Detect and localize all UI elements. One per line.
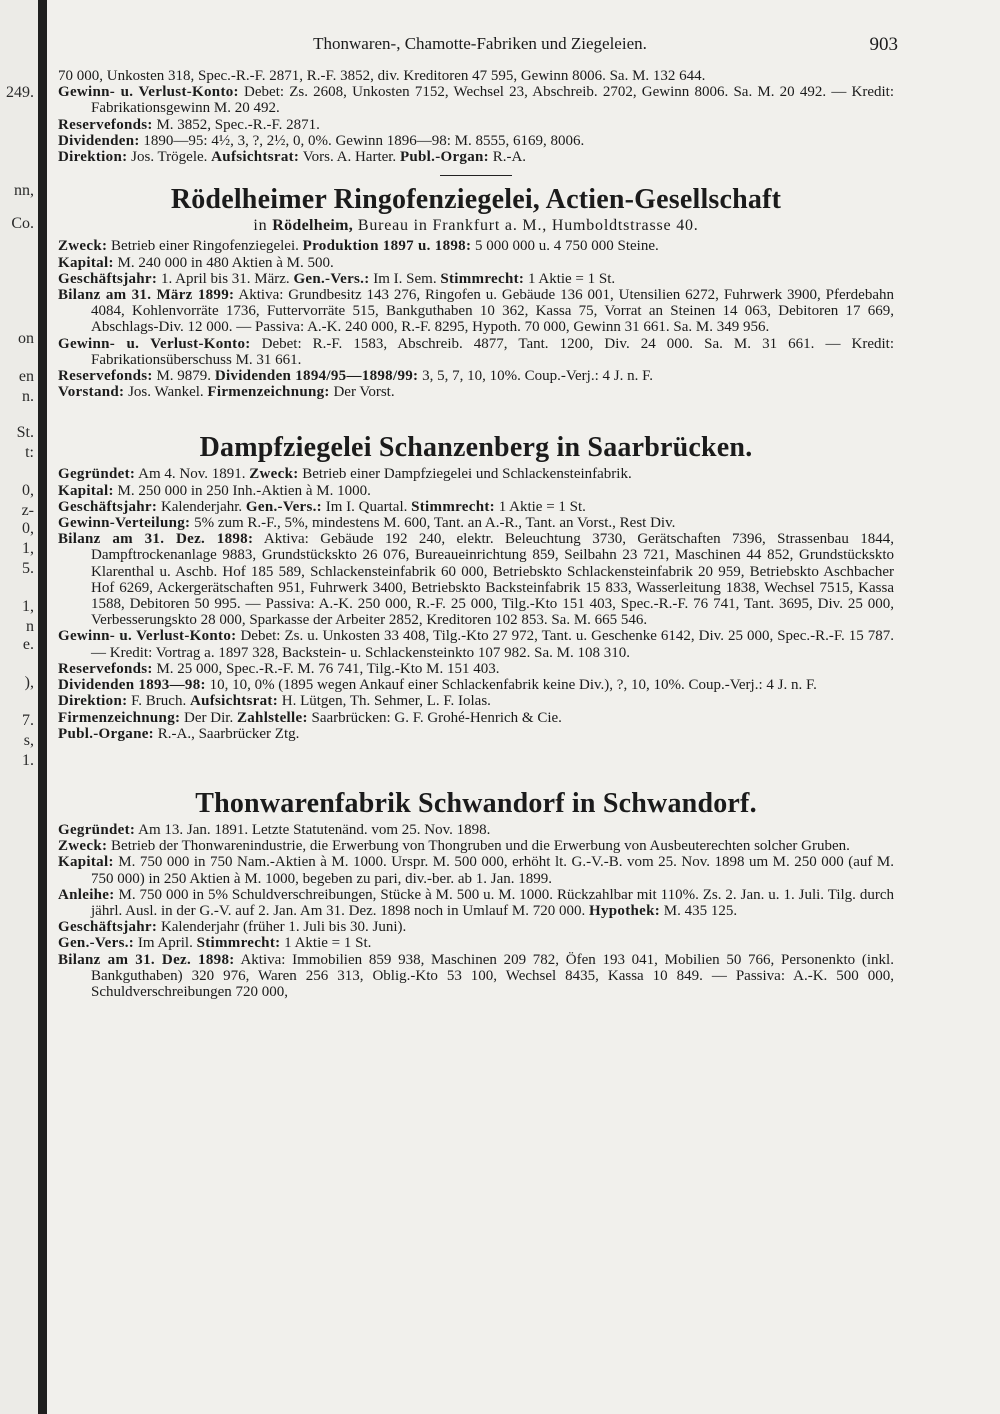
entry-text: 1890—95: 4½, 3, ?, 2½, 0, 0%. Gewinn 1896—98: M. 8555, 6169, 8006.: [143, 132, 585, 149]
balance-entry: [58, 531, 894, 628]
company-title: Rödelheimer Ringofenziegelei, Actien-Gesellschaft: [170, 184, 782, 216]
entry-text: 1 Aktie = 1 St.: [284, 935, 372, 952]
entry-text: 10, 10, 0% (1895 wegen Ankauf einer Schlackenfabrik keine Div.), ?, 10, 10%. Coup.-Verj.: 4 J. n. F.: [209, 677, 817, 694]
profit-loss-entry: [58, 84, 894, 116]
dividend-entry: [58, 677, 894, 693]
entry-text: Betrieb einer Ringofenziegelei.: [111, 238, 299, 255]
entry-label: Zweck:: [58, 238, 108, 255]
entry-label: Publ.-Organe:: [58, 725, 154, 742]
margin-fragment: nn,: [14, 182, 34, 199]
entry-text: 1 Aktie = 1 St.: [527, 270, 616, 287]
page-number: 903: [869, 34, 898, 55]
entry-text: Am 13. Jan. 1891. Letzte Statutenänd. vom 25. Nov. 1898.: [138, 821, 491, 838]
entry-text: Betrieb der Thonwarenindustrie, die Erwerbung von Thongruben und die Erwerbung von Ausbeuterechten solcher Gruben.: [111, 838, 850, 855]
reserve-entry: [58, 117, 894, 133]
entry-label: Hypothek:: [589, 902, 661, 919]
capital-entry: [58, 854, 894, 886]
meeting-entry: [58, 935, 894, 951]
running-header: Thonwaren-, Chamotte-Fabriken und Ziegeleien.: [313, 34, 647, 53]
entry-label: Produktion 1897 u. 1898:: [302, 238, 472, 255]
margin-fragment: t:: [25, 444, 34, 461]
margin-fragment: n.: [22, 388, 34, 405]
entry-label: Reservefonds:: [58, 368, 153, 385]
entry-text: Im I. Sem.: [373, 270, 437, 287]
margin-fragment: 0,: [22, 482, 34, 499]
entry-label: Gegründet:: [58, 821, 136, 838]
margin-fragment: en: [18, 368, 34, 385]
entry-label: Stimmrecht:: [411, 498, 495, 515]
margin-fragment: 0,: [22, 520, 34, 537]
signature-entry: [58, 710, 894, 726]
margin-fragment: 1.: [22, 752, 34, 769]
entry-text: M. 240 000 in 480 Aktien à M. 500.: [117, 254, 334, 271]
entry-text: F. Bruch.: [131, 693, 187, 710]
entry-label: Direktion:: [58, 149, 128, 166]
fiscal-year-entry: [58, 919, 894, 935]
margin-fragment: on: [18, 330, 34, 347]
binding-edge: [38, 0, 47, 1414]
entry-label: Direktion:: [58, 693, 128, 710]
entry-text: Debet: Zs. u. Unkosten 33 408, Tilg.-Kto 27 972, Tant. u. Geschenke 6142, Div. 25 000, Spec.-R.-F. 15 787. — Kredit: Vortrag a. 1897 328, Backstein- u. Schlackensteinkto 107 982. Sa. M. 108 310.: [91, 628, 895, 661]
entry-label: Bilanz am 31. Dez. 1898:: [58, 531, 254, 548]
entry-label: Firmenzeichnung:: [207, 384, 330, 401]
entry-label: Anleihe:: [58, 886, 115, 903]
entry-text: Saarbrücken: G. F. Grohé-Henrich & Cie.: [311, 709, 562, 726]
margin-fragment: n: [26, 618, 34, 635]
entry-text: Im April.: [137, 935, 193, 952]
left-margin-strip: [0, 0, 40, 1414]
balance-entry: [58, 952, 894, 1001]
profit-loss-entry: [58, 628, 894, 660]
balance-entry: [58, 287, 894, 336]
entry-label: Zahlstelle:: [236, 709, 308, 726]
entry-text: R.-A.: [492, 149, 527, 166]
company-title: Thonwarenfabrik Schwandorf in Schwandorf.: [195, 787, 757, 819]
founded-entry: [58, 822, 894, 838]
entry-text: M. 250 000 in 250 Inh.-Aktien à M. 1000.: [117, 482, 371, 499]
entry-text: Aktiva: Gebäude 192 240, elektr. Beleuchtung 3730, Gerätschaften 7396, Strassenbau 1844, Dampftrockenanlage 9883, Grundstückskto 26 076, Bureaueinrichtung 859, Seilbahn 23 721, Maschinen 44 852, Grundstückskto Klarenthal u. Aschb. Hof 185 589, Schlackensteinfabrik 60 000, Betriebskto Schlackensteinfabrik 20 959, Betriebskto Aschbacher Hof 6269, Ackergerätschaften 951, Fuhrwerk 3400, Betriebskto Backsteinfabrik 15 833, Wasserleitung 1838, Wechsel 7515, Kassa 1588, Debitoren 50 995. — Passiva: A.-K. 250 000, R.-F. 25 000, Tilg.-Kto 151 403, Spec.-R.-F. 76 741, Tant. 3695, Div. 25 000, Verbesserungskto 28 000, Sparkasse der Arbeiter 2852, Kreditoren 102 853. Sa. M. 665 546.: [91, 531, 894, 629]
entry-label: Gewinn-Verteilung:: [58, 515, 191, 532]
entry-text: H. Lütgen, Th. Sehmer, L. F. Iolas.: [281, 693, 491, 710]
entry-label: Kapital:: [58, 482, 114, 499]
entry-text: Debet: Zs. 2608, Unkosten 7152, Wechsel 23, Abschreib. 2702, Gewinn 8006. Sa. M. 20 492. — Kredit: Fabrikationsgewinn M. 20 492.: [91, 84, 895, 117]
section-divider: [440, 175, 512, 176]
entry-text: Der Vorst.: [333, 384, 395, 401]
entry-label: Gen.-Vers.:: [58, 935, 135, 952]
entry-label: Dividenden 1893—98:: [58, 677, 206, 694]
entry-label: Kapital:: [58, 254, 114, 271]
entry-text: Am 4. Nov. 1891.: [138, 466, 246, 483]
management-entry: [58, 693, 894, 709]
entry-text: 3, 5, 7, 10, 10%. Coup.-Verj.: 4 J. n. F.: [422, 368, 653, 385]
entry-text: R.-A., Saarbrücker Ztg.: [157, 725, 300, 742]
entry-label: Firmenzeichnung:: [58, 709, 181, 726]
margin-fragment: Co.: [11, 215, 34, 232]
entry-label: Reservefonds:: [58, 660, 153, 677]
page-body: [58, 68, 894, 1000]
founded-entry: [58, 466, 894, 482]
margin-fragment: 5.: [22, 560, 34, 577]
entry-text: M. 9879.: [156, 368, 212, 385]
entry-label: Geschäftsjahr:: [58, 919, 158, 936]
entry-label: Stimmrecht:: [196, 935, 281, 952]
margin-fragment: 249.: [6, 84, 34, 101]
entry-text: M. 750 000 in 5% Schuldverschreibungen, Stücke à M. 500 u. M. 1000. Rückzahlbar mit 110%. Zs. 2. Jan. u. 1. Juli. Tilg. durch jährl. Ausl. in der G.-V. auf 2. Jan. Am 31. Dez. 1898 noch in Umlauf M. 720 000.: [91, 886, 895, 919]
entry-text: Betrieb einer Dampfziegelei und Schlackensteinfabrik.: [302, 466, 632, 483]
capital-entry: [58, 483, 894, 499]
entry-label: Gewinn- u. Verlust-Konto:: [58, 628, 237, 645]
location-prefix: in: [253, 217, 268, 235]
margin-fragment: 1,: [22, 540, 34, 557]
entry-text: M. 3852, Spec.-R.-F. 2871.: [156, 116, 320, 133]
company-location: [58, 218, 894, 234]
entry-label: Bilanz am 31. Dez. 1898:: [58, 951, 235, 968]
entry-text: Im I. Quartal.: [325, 498, 408, 515]
entry-label: Gen.-Vers.:: [245, 498, 322, 515]
entry-label: Vorstand:: [58, 384, 125, 401]
entry-text: Vors. A. Harter.: [302, 149, 397, 166]
entry-text: 1 Aktie = 1 St.: [498, 498, 586, 515]
spacer: [58, 742, 894, 782]
reserve-dividend-entry: [58, 368, 894, 384]
purpose-entry: [58, 838, 894, 854]
loan-entry: [58, 887, 894, 919]
dividend-entry: [58, 133, 894, 149]
entry-text: 70 000, Unkosten 318, Spec.-R.-F. 2871, R.-F. 3852, div. Kreditoren 47 595, Gewinn 8006. Sa. M. 132 644.: [58, 68, 706, 84]
entry-label: Dividenden 1894/95—1898/99:: [214, 368, 419, 385]
margin-fragment: s,: [23, 732, 34, 749]
margin-fragment: 7.: [22, 712, 34, 729]
location-address: Bureau in Frankfurt a. M., Humboldtstrasse 40.: [357, 217, 699, 235]
entry-label: Reservefonds:: [58, 116, 153, 133]
margin-fragment: ),: [24, 674, 34, 691]
company-title: Dampfziegelei Schanzenberg in Saarbrücken.: [199, 432, 753, 464]
entry-text: Kalenderjahr (früher 1. Juli bis 30. Juni).: [160, 919, 407, 936]
continued-entry: [58, 68, 894, 84]
entry-text: Jos. Trögele.: [131, 149, 208, 166]
entry-label: Aufsichtsrat:: [211, 149, 300, 166]
entry-label: Geschäftsjahr:: [58, 498, 158, 515]
entry-label: Stimmrecht:: [440, 270, 525, 287]
entry-text: 5% zum R.-F., 5%, mindestens M. 600, Tant. an A.-R., Tant. an Vorst., Rest Div.: [194, 515, 676, 532]
margin-fragment: e.: [22, 636, 34, 653]
entry-label: Gen.-Vers.:: [293, 270, 370, 287]
margin-fragment: z-: [21, 502, 34, 519]
location-place: Rödelheim,: [272, 217, 354, 235]
entry-label: Gegründet:: [58, 466, 136, 483]
fiscal-year-entry: [58, 499, 894, 515]
entry-label: Dividenden:: [58, 132, 140, 149]
entry-label: Gewinn- u. Verlust-Konto:: [58, 84, 239, 101]
entry-text: 5 000 000 u. 4 750 000 Steine.: [475, 238, 659, 255]
fiscal-year-entry: [58, 271, 894, 287]
publication-entry: [58, 726, 894, 742]
entry-text: Debet: R.-F. 1583, Abschreib. 4877, Tant. 1200, Div. 24 000. Sa. M. 31 661. — Kredit: Fabrikationsüberschuss M. 31 661.: [91, 335, 895, 368]
board-entry: [58, 384, 894, 400]
management-entry: [58, 149, 894, 165]
entry-text: M. 750 000 in 750 Nam.-Aktien à M. 1000. Urspr. M. 500 000, erhöht lt. G.-V.-B. vom 25. Nov. 1898 um M. 250 000 (auf M. 750 000) in 250 Aktien à M. 1000, begeben zu pari, div.-ber. ab 1. Jan. 1899.: [91, 854, 895, 887]
reserve-entry: [58, 661, 894, 677]
entry-text: Kalenderjahr.: [160, 498, 243, 515]
entry-label: Aufsichtsrat:: [189, 693, 279, 710]
entry-text: Jos. Wankel.: [128, 384, 204, 401]
profit-loss-entry: [58, 336, 894, 368]
capital-entry: [58, 255, 894, 271]
entry-label: Publ.-Organ:: [399, 149, 489, 166]
purpose-entry: [58, 238, 894, 254]
entry-text: M. 25 000, Spec.-R.-F. M. 76 741, Tilg.-Kto M. 151 403.: [156, 660, 500, 677]
entry-text: Der Dir.: [184, 709, 234, 726]
entry-label: Zweck:: [249, 466, 299, 483]
profit-distribution-entry: [58, 515, 894, 531]
entry-text: M. 435 125.: [663, 902, 738, 919]
spacer: [58, 400, 894, 426]
entry-label: Zweck:: [58, 838, 108, 855]
entry-label: Geschäftsjahr:: [58, 270, 158, 287]
margin-fragment: 1,: [22, 598, 34, 615]
entry-text: 1. April bis 31. März.: [160, 270, 290, 287]
entry-text: Aktiva: Immobilien 859 938, Maschinen 209 782, Öfen 193 041, Mobilien 50 766, Personenkto (inkl. Bankguthaben) 320 976, Waren 256 313, Oblig.-Kto 53 100, Wechsel 8435, Kassa 10 849. — Passiva: A.-K. 500 000, Schuldverschreibungen 720 000,: [91, 951, 894, 1000]
entry-label: Bilanz am 31. März 1899:: [58, 287, 235, 304]
entry-label: Gewinn- u. Verlust-Konto:: [58, 335, 251, 352]
entry-label: Kapital:: [58, 854, 114, 871]
margin-fragment: St.: [16, 424, 34, 441]
entry-text: Aktiva: Grundbesitz 143 276, Ringofen u. Gebäude 136 001, Utensilien 6272, Fuhrwerk 3900, Pferdebahn 4084, Kohlenvorräte 1736, Futtervorräte 515, Bankguthaben 10 362, Kassa 75, Vorrat an Steinen 14 063, Debitoren 17 669, Abschlags-Div. 12 000. — Passiva: A.-K. 240 000, R.-F. 8295, Hypoth. 70 000, Gewinn 31 661. Sa. M. 349 956.: [91, 287, 894, 336]
